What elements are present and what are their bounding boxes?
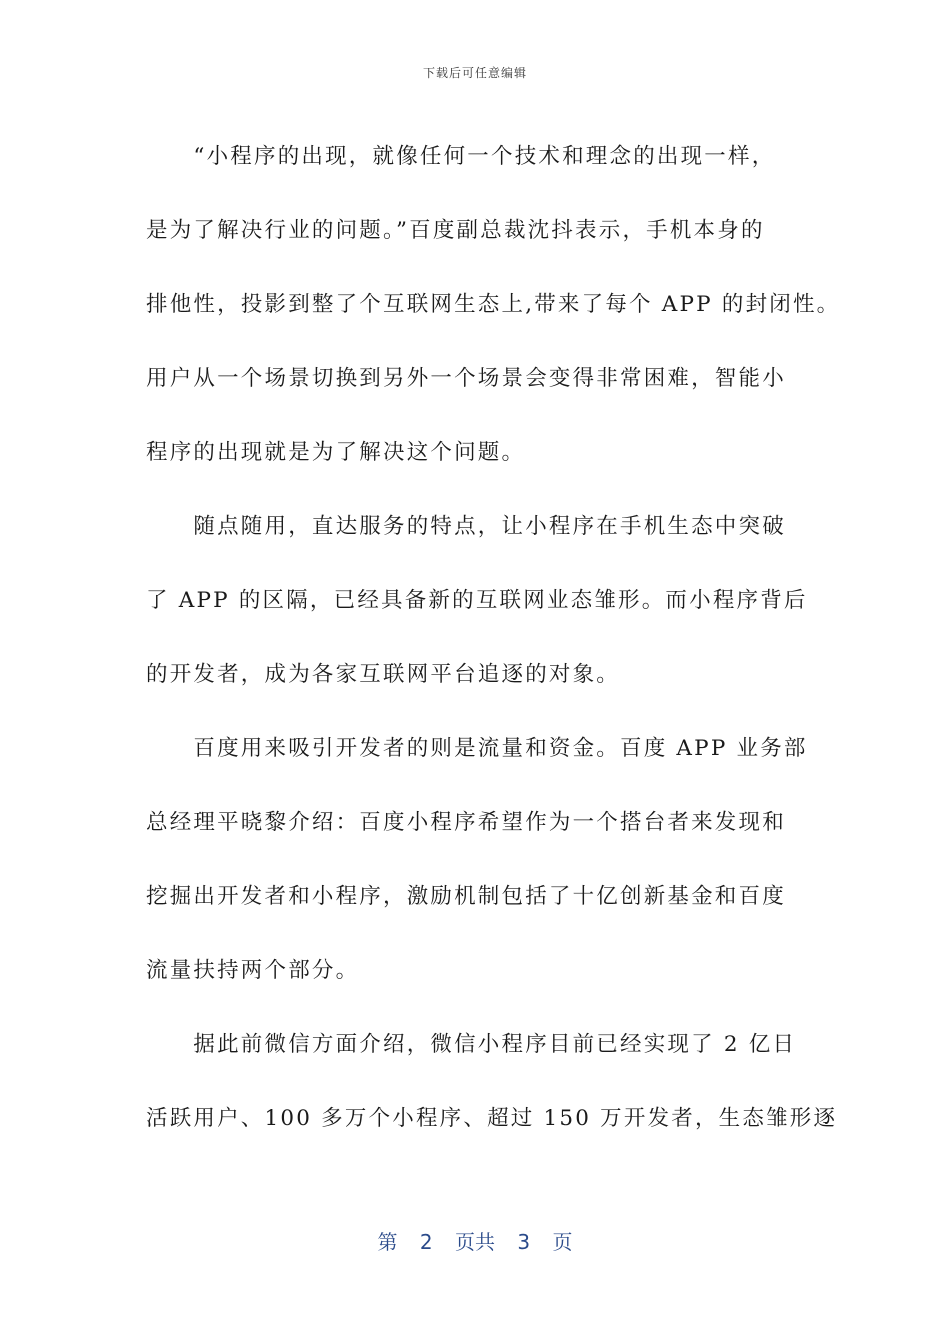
text-line: “小程序的出现，就像任何一个技术和理念的出现一样， bbox=[146, 144, 776, 169]
paragraph-4 bbox=[146, 1008, 838, 1156]
page-mid: 页共 bbox=[455, 1230, 495, 1254]
text-line: 程序的出现就是为了解决这个问题。 bbox=[146, 440, 526, 465]
text-line: 排他性，投影到整了个互联网生态上,带来了每个 APP 的封闭性。 bbox=[146, 292, 841, 317]
paragraph-3 bbox=[146, 712, 826, 1008]
paragraph-2 bbox=[146, 490, 826, 712]
total-pages: 3 bbox=[517, 1230, 531, 1254]
text-line: 是为了解决行业的问题。”百度副总裁沈抖表示，手机本身的 bbox=[146, 218, 765, 243]
page-footer bbox=[0, 1226, 950, 1255]
text-line: 挖掘出开发者和小程序，激励机制包括了十亿创新基金和百度 bbox=[146, 884, 786, 909]
text-line: 据此前微信方面介绍，微信小程序目前已经实现了 2 亿日 bbox=[146, 1032, 797, 1057]
text-line: 活跃用户、100 多万个小程序、超过 150 万开发者，生态雏形逐 bbox=[146, 1106, 838, 1131]
text-line: 的开发者，成为各家互联网平台追逐的对象。 bbox=[146, 662, 621, 687]
text-line: 百度用来吸引开发者的则是流量和资金。百度 APP 业务部 bbox=[146, 736, 808, 761]
page-suffix: 页 bbox=[552, 1230, 573, 1254]
text-line: 了 APP 的区隔，已经具备新的互联网业态雏形。而小程序背后 bbox=[146, 588, 808, 613]
paragraph-1 bbox=[146, 120, 841, 490]
page-header: 下载后可任意编辑 bbox=[422, 66, 527, 80]
page-prefix: 第 bbox=[377, 1230, 398, 1254]
page-number: 2 bbox=[419, 1230, 433, 1254]
text-line: 流量扶持两个部分。 bbox=[146, 958, 360, 983]
text-line: 总经理平晓黎介绍：百度小程序希望作为一个搭台者来发现和 bbox=[146, 810, 786, 835]
document-body bbox=[146, 120, 841, 1156]
text-line: 用户从一个场景切换到另外一个场景会变得非常困难，智能小 bbox=[146, 366, 786, 391]
text-line: 随点随用，直达服务的特点，让小程序在手机生态中突破 bbox=[146, 514, 786, 539]
